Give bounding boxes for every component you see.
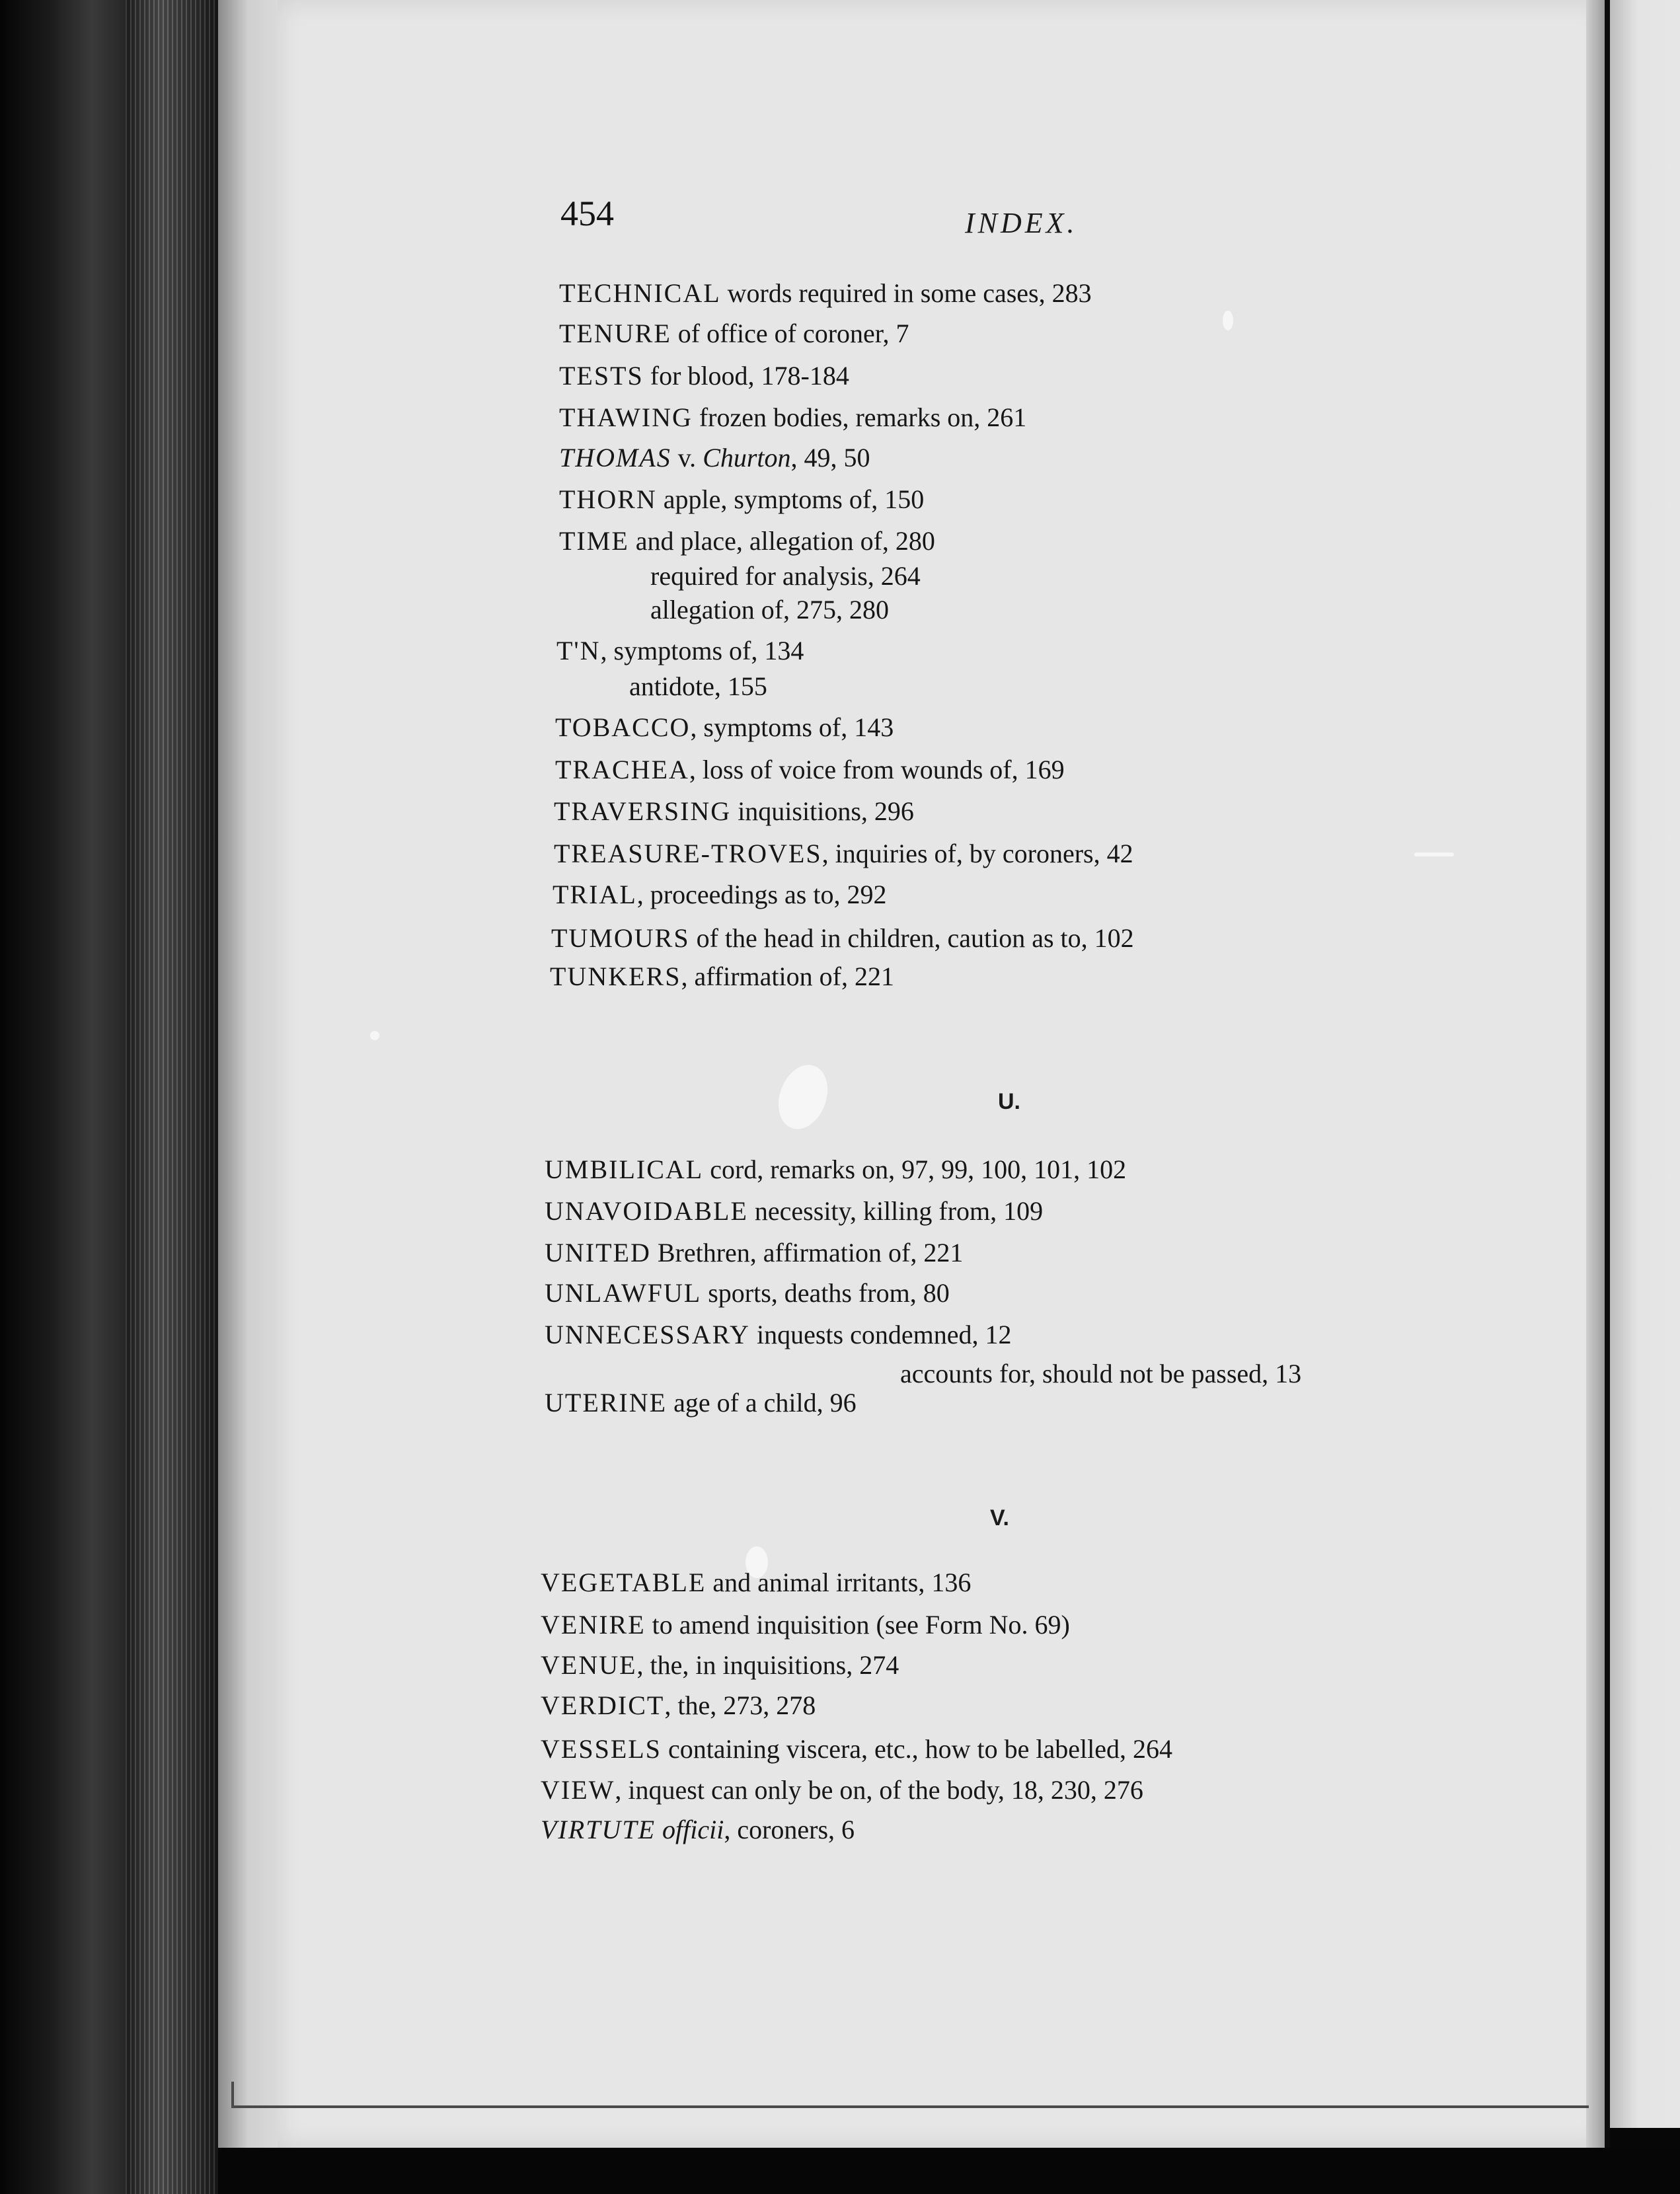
index-entry [541, 1774, 1143, 1807]
page-border-frame [231, 2082, 1589, 2108]
entry-text: sports, deaths from, 80 [701, 1278, 950, 1308]
index-entry [556, 634, 804, 667]
index-entry [554, 795, 914, 828]
entry-text: , loss of voice from wounds of, 169 [689, 755, 1065, 784]
page-edge-shadow [218, 0, 284, 2174]
index-entry [541, 1733, 1172, 1766]
page-gutter-shadow [1586, 0, 1606, 2148]
index-entry [545, 1386, 857, 1419]
entry-text: required for analysis, 264 [650, 561, 921, 591]
entry-heading: TUNKERS [550, 962, 681, 991]
entry-heading: TREASURE-TROVES [554, 839, 822, 868]
paper-blemish [1414, 852, 1454, 856]
entry-text: , affirmation of, 221 [681, 962, 894, 991]
page-fold-line [1605, 0, 1610, 2194]
index-entry [541, 1689, 816, 1722]
index-entry [553, 878, 886, 911]
entry-heading: TENURE [559, 319, 671, 348]
entry-text: accounts for, should not be passed, 13 [900, 1359, 1302, 1388]
entry-heading: TOBACCO [555, 712, 691, 742]
entry-text: , symptoms of, 143 [690, 712, 894, 742]
entry-heading: TECHNICAL [559, 278, 721, 308]
entry-heading: UTERINE [545, 1388, 668, 1418]
index-subentry [900, 1357, 1301, 1390]
entry-text: and place, allegation of, 280 [629, 526, 935, 556]
entry-text: cord, remarks on, 97, 99, 100, 101, 102 [703, 1154, 1127, 1184]
index-entry [559, 359, 849, 393]
entry-connector: v. [671, 443, 703, 473]
facing-page-edge [1610, 0, 1680, 2128]
entry-text: frozen bodies, remarks on, 261 [692, 402, 1027, 432]
entry-text: , proceedings as to, 292 [636, 880, 887, 909]
entry-text: Brethren, affirmation of, 221 [650, 1238, 964, 1267]
index-subentry [650, 560, 921, 593]
page-number: 454 [560, 194, 614, 233]
index-entry [559, 441, 870, 474]
section-letter-v: V. [990, 1505, 1010, 1531]
entry-text: antidote, 155 [629, 671, 767, 701]
index-entry [541, 1566, 971, 1599]
entry-italic-text: Churton [703, 443, 791, 473]
index-entry [551, 922, 1134, 955]
index-subentry [629, 670, 767, 703]
entry-heading: VIRTUTE [541, 1815, 656, 1844]
index-entry [555, 753, 1065, 786]
index-entry [545, 1277, 950, 1310]
index-entry [559, 317, 909, 350]
index-entry [550, 960, 894, 993]
index-entry [559, 483, 924, 516]
index-entry [545, 1318, 1011, 1351]
entry-text: words required in some cases, 283 [720, 278, 1092, 308]
entry-heading: TRIAL [553, 880, 637, 909]
entry-text: containing viscera, etc., how to be labelled, 264 [661, 1734, 1173, 1764]
entry-heading: VIEW [541, 1775, 615, 1805]
entry-text: , the, in inquisitions, 274 [636, 1650, 899, 1680]
index-entry [555, 711, 894, 744]
entry-heading: VERDICT [541, 1690, 665, 1720]
entry-text: , symptoms of, 134 [600, 636, 804, 665]
index-entry [559, 401, 1026, 434]
index-entry [545, 1153, 1126, 1186]
binding-page-edges [126, 0, 218, 2194]
index-subentry [650, 593, 889, 626]
entry-heading: T'N [556, 636, 601, 665]
entry-heading: VEGETABLE [541, 1568, 706, 1597]
entry-text: , inquiries of, by coroners, 42 [821, 839, 1133, 868]
entry-text: , inquest can only be on, of the body, 18, 230, 276 [615, 1775, 1143, 1805]
entry-heading: VESSELS [541, 1734, 662, 1764]
index-page [278, 0, 1606, 2148]
entry-text: of office of coroner, 7 [671, 319, 909, 348]
entry-heading: TIME [559, 526, 629, 556]
entry-text: inquests condemned, 12 [749, 1320, 1012, 1349]
index-entry [541, 1813, 855, 1846]
entry-heading: UNLAWFUL [545, 1278, 702, 1308]
entry-text: and animal irritants, 136 [706, 1568, 972, 1597]
index-entry [545, 1195, 1043, 1228]
paper-blemish [370, 1031, 379, 1040]
index-entry [541, 1608, 1070, 1642]
section-letter-u: U. [998, 1089, 1020, 1114]
entry-text: age of a child, 96 [667, 1388, 857, 1418]
scan-bottom-margin [218, 2148, 1680, 2194]
index-entry [559, 525, 935, 558]
paper-blemish [1223, 311, 1233, 330]
entry-text: of the head in children, caution as to, 102 [689, 923, 1134, 953]
entry-heading: UNITED [545, 1238, 651, 1267]
index-entry [541, 1649, 899, 1682]
entry-heading: THOMAS [559, 443, 671, 473]
entry-heading: UNNECESSARY [545, 1320, 750, 1349]
entry-heading: THORN [559, 484, 657, 514]
entry-heading: TESTS [559, 361, 644, 391]
index-entry [554, 837, 1133, 870]
entry-text: for blood, 178-184 [643, 361, 849, 391]
entry-heading: VENIRE [541, 1610, 646, 1640]
entry-heading: VENUE [541, 1650, 637, 1680]
entry-text: , coroners, 6 [724, 1815, 855, 1844]
index-entry [545, 1236, 963, 1269]
entry-text: , 49, 50 [790, 443, 870, 473]
entry-heading: TRACHEA [555, 755, 689, 784]
entry-heading: UNAVOIDABLE [545, 1196, 748, 1226]
entry-text: to amend inquisition (see Form No. 69) [645, 1610, 1070, 1640]
entry-italic-text: officii [662, 1815, 724, 1844]
entry-text: allegation of, 275, 280 [650, 595, 890, 624]
entry-heading: TUMOURS [551, 923, 690, 953]
entry-text: necessity, killing from, 109 [747, 1196, 1044, 1226]
page-header [560, 193, 1089, 239]
entry-heading: TRAVERSING [554, 796, 732, 826]
entry-text: inquisitions, 296 [731, 796, 914, 826]
index-entry [559, 277, 1092, 310]
entry-text: apple, symptoms of, 150 [656, 484, 925, 514]
entry-text: , the, 273, 278 [664, 1690, 816, 1720]
entry-heading: UMBILICAL [545, 1154, 704, 1184]
running-head: INDEX. [965, 207, 1078, 239]
entry-heading: THAWING [559, 402, 693, 432]
